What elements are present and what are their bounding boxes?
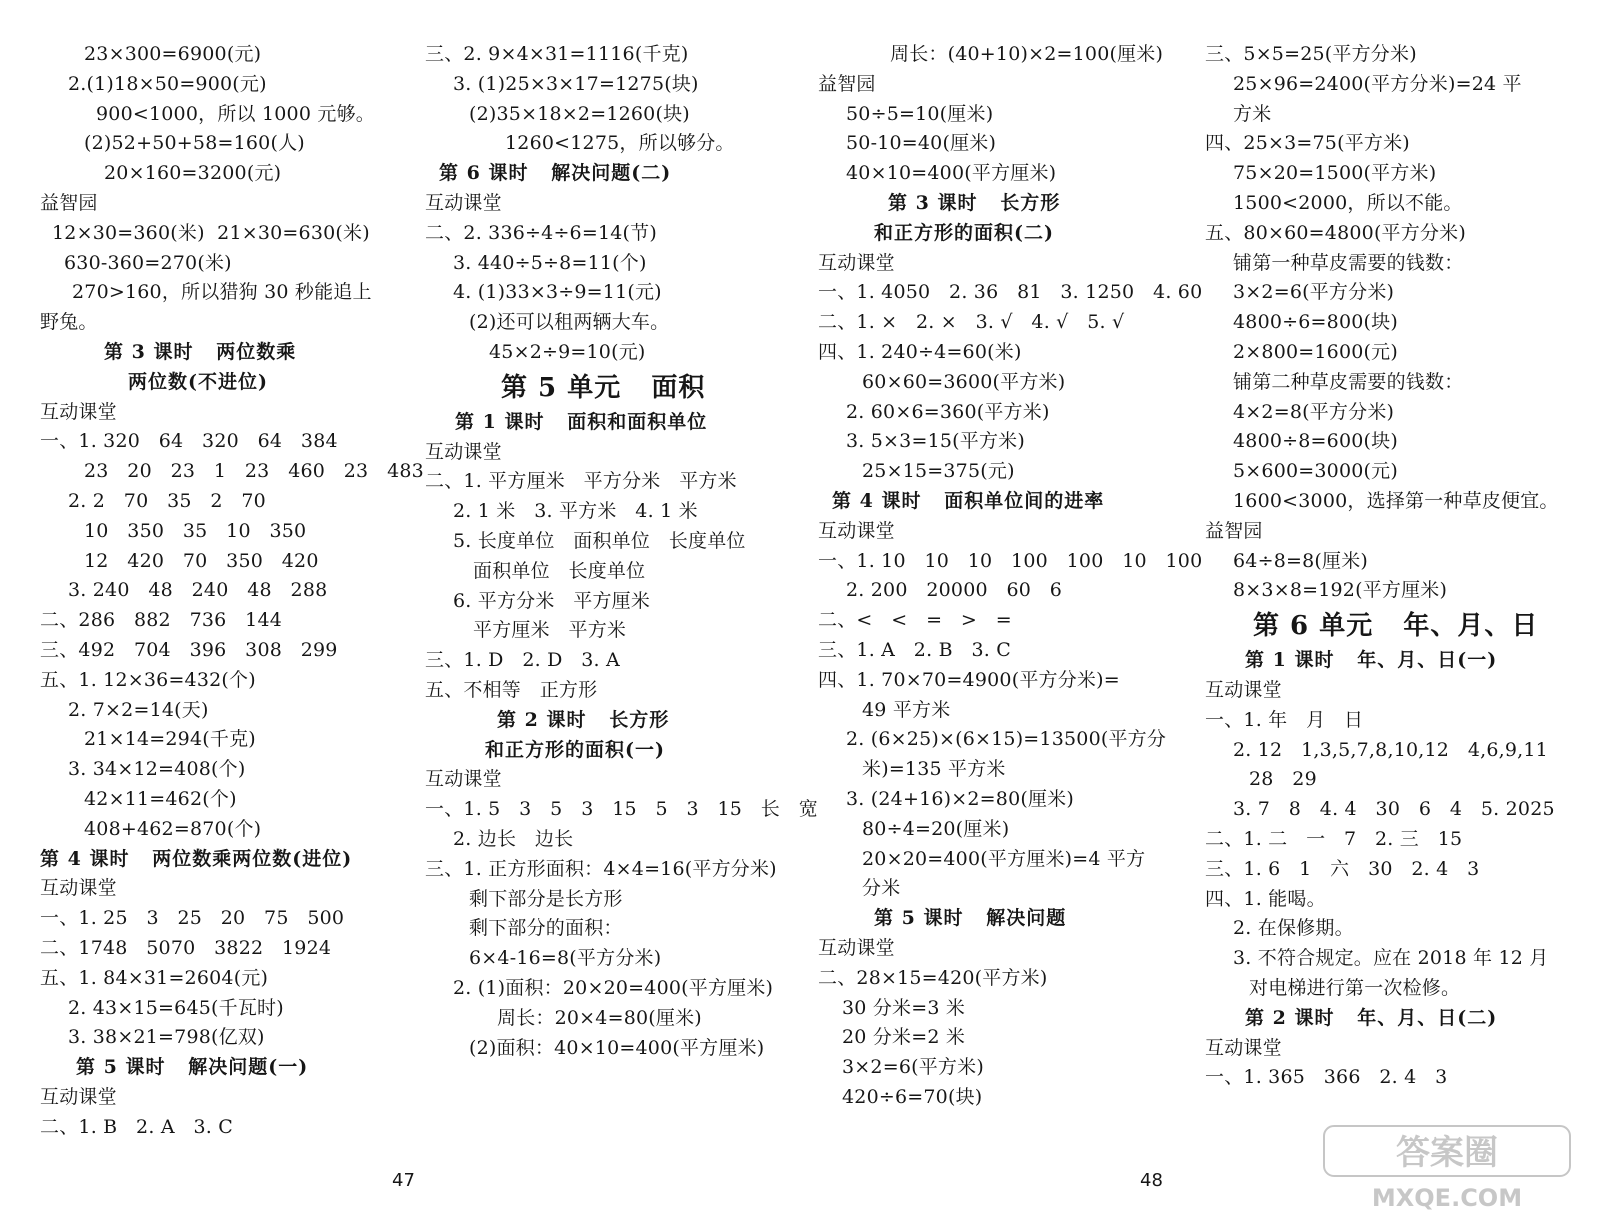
answer-line: (2)52+50+58=160(人) xyxy=(84,132,305,155)
answer-line: 12×30=360(米) 21×30=630(米) xyxy=(52,221,370,244)
answer-line: 2. (6×25)×(6×15)=13500(平方分 xyxy=(846,728,1167,751)
answer-line: 1500<2000，所以不能。 xyxy=(1233,191,1463,214)
lesson-heading: 两位数(不进位) xyxy=(128,370,268,393)
section-label: 互动课堂 xyxy=(425,768,502,791)
answer-line: 23 20 23 1 23 460 23 483 xyxy=(84,460,424,483)
answer-line: 4. (1)33×3÷9=11(元) xyxy=(453,281,662,304)
answer-line: 四、25×3=75(平方米) xyxy=(1205,132,1410,155)
answer-line: (2)还可以租两辆大车。 xyxy=(469,311,670,334)
lesson-heading: 第 5 课时 解决问题(一) xyxy=(76,1056,309,1079)
lesson-heading: 第 3 课时 两位数乘 xyxy=(104,340,297,363)
answer-line: 50-10=40(厘米) xyxy=(846,132,997,155)
answer-line: 2. 边长 边长 xyxy=(453,827,574,850)
answer-line: 米)=135 平方米 xyxy=(862,758,1006,781)
lesson-heading: 第 1 课时 面积和面积单位 xyxy=(455,410,708,433)
answer-line: 3. 7 8 4. 4 30 6 4 5. 2025 xyxy=(1233,798,1555,821)
answer-line: 周长：(40+10)×2=100(厘米) xyxy=(890,43,1164,65)
answer-line: 二、286 882 736 144 xyxy=(40,609,283,632)
lesson-heading: 第 6 课时 解决问题(二) xyxy=(439,162,672,185)
answer-line: 2. 2 70 35 2 70 xyxy=(68,489,266,512)
answer-line: 420÷6=70(块) xyxy=(842,1085,983,1108)
answer-line: 2. 43×15=645(千瓦时) xyxy=(68,996,284,1019)
answer-line: 5×600=3000(元) xyxy=(1233,460,1398,483)
answer-line: 4800÷8=600(块) xyxy=(1233,430,1398,453)
answer-line: 一、1. 5 3 5 3 15 5 3 15 长 宽 xyxy=(425,798,818,821)
answer-line: 20 分米=2 米 xyxy=(842,1026,966,1049)
answer-line: 三、1. 6 1 六 30 2. 4 3 xyxy=(1205,857,1480,880)
answer-line: 1600<3000，选择第一种草皮便宜。 xyxy=(1233,489,1559,512)
answer-line: (2)面积：40×10=400(平方厘米) xyxy=(469,1036,765,1059)
answer-line: 二、1748 5070 3822 1924 xyxy=(40,936,332,959)
answer-line: 二、28×15=420(平方米) xyxy=(818,966,1048,989)
answer-line: 一、1. 4050 2. 36 81 3. 1250 4. 60 xyxy=(818,281,1203,304)
section-label: 益智园 xyxy=(818,72,876,95)
answer-line: 3. 5×3=15(平方米) xyxy=(846,430,1025,453)
answer-line: 2×800=1600(元) xyxy=(1233,340,1398,363)
answer-line: 三、1. 正方形面积：4×4=16(平方分米) xyxy=(425,857,777,880)
lesson-heading: 第 4 课时 面积单位间的进率 xyxy=(832,489,1105,512)
answer-line: 分米 xyxy=(862,877,901,900)
answer-line: 五、80×60=4800(平方分米) xyxy=(1205,221,1466,244)
answer-line: 二、< < = > = xyxy=(818,609,1012,632)
answer-line: 四、1. 能喝。 xyxy=(1205,887,1326,910)
section-label: 互动课堂 xyxy=(40,877,117,900)
answer-line: 2. (1)面积：20×20=400(平方厘米) xyxy=(453,976,774,999)
answer-line: 铺第一种草皮需要的钱数： xyxy=(1233,251,1464,274)
section-label: 互动课堂 xyxy=(1205,1036,1282,1059)
answer-line: 二、1. B 2. A 3. C xyxy=(40,1115,233,1138)
answer-line: 一、1. 320 64 320 64 384 xyxy=(40,430,338,453)
answer-line: 25×15=375(元) xyxy=(862,460,1015,483)
answer-line: 3. 240 48 240 48 288 xyxy=(68,579,328,602)
answer-line: 二、1. 二 一 7 2. 三 15 xyxy=(1205,827,1463,850)
answer-line: 900<1000，所以 1000 元够。 xyxy=(96,102,375,125)
answer-line: 3. (24+16)×2=80(厘米) xyxy=(846,787,1074,810)
answer-line: 45×2÷9=10(元) xyxy=(489,340,646,363)
answer-line: 80÷4=20(厘米) xyxy=(862,817,1010,840)
answer-line: 3×2=6(平方分米) xyxy=(1233,281,1395,304)
answer-line: 4×2=8(平方分米) xyxy=(1233,400,1395,423)
section-label: 互动课堂 xyxy=(425,191,502,214)
answer-line: 75×20=1500(平方米) xyxy=(1233,162,1437,185)
page-number-left: 47 xyxy=(392,1170,415,1191)
answer-line: 野兔。 xyxy=(40,311,98,334)
answer-line: 2. 在保修期。 xyxy=(1233,917,1354,940)
answer-line: 一、1. 365 366 2. 4 3 xyxy=(1205,1066,1448,1089)
answer-line: 周长：20×4=80(厘米) xyxy=(497,1006,702,1029)
section-label: 互动课堂 xyxy=(818,519,895,542)
answer-line: 1260<1275，所以够分。 xyxy=(505,132,735,155)
section-label: 互动课堂 xyxy=(818,936,895,959)
answer-line: 6. 平方分米 平方厘米 xyxy=(453,589,651,612)
answer-line: 五、1. 12×36=432(个) xyxy=(40,668,256,691)
answer-line: 3. 不符合规定。应在 2018 年 12 月 xyxy=(1233,947,1549,970)
answer-line: 铺第二种草皮需要的钱数： xyxy=(1233,370,1464,393)
answer-line: 23×300=6900(元) xyxy=(84,43,262,65)
answer-line: 三、1. A 2. B 3. C xyxy=(818,638,1011,661)
answer-line: 10 350 35 10 350 xyxy=(84,519,307,542)
svg-text:MXQE.COM: MXQE.COM xyxy=(1371,1184,1523,1212)
column-1 xyxy=(40,40,424,1142)
section-label: 互动课堂 xyxy=(425,440,502,463)
unit-title: 第 5 单元 面积 xyxy=(501,372,706,403)
answer-line: 平方厘米 平方米 xyxy=(473,619,627,642)
svg-text:答案圈: 答案圈 xyxy=(1396,1133,1498,1173)
answer-line: 30 分米=3 米 xyxy=(842,996,966,1019)
answer-line: 四、1. 70×70=4900(平方分米)= xyxy=(818,668,1120,691)
answer-line: 49 平方米 xyxy=(862,698,951,721)
lesson-heading: 第 4 课时 两位数乘两位数(进位) xyxy=(40,847,353,870)
answer-line: 对电梯进行第一次检修。 xyxy=(1249,976,1461,999)
answer-line: 二、1. 平方厘米 平方分米 平方米 xyxy=(425,470,737,493)
lesson-heading: 第 2 课时 长方形 xyxy=(497,708,670,731)
section-label: 益智园 xyxy=(40,191,98,214)
answer-line: 2. 7×2=14(天) xyxy=(68,698,209,721)
lesson-heading: 和正方形的面积(一) xyxy=(485,738,665,761)
answer-line: 8×3×8=192(平方厘米) xyxy=(1233,579,1448,602)
section-label: 互动课堂 xyxy=(818,251,895,274)
answer-line: 40×10=400(平方厘米) xyxy=(846,162,1057,185)
answer-line: 三、2. 9×4×31=1116(千克) xyxy=(425,43,689,65)
answer-line: 4800÷6=800(块) xyxy=(1233,311,1398,334)
answer-line: 2. 200 20000 60 6 xyxy=(846,579,1063,602)
answer-line: 408+462=870(个) xyxy=(84,817,262,840)
answer-line: 五、不相等 正方形 xyxy=(425,678,598,701)
answer-line: 21×14=294(千克) xyxy=(84,728,256,751)
answer-line: 三、492 704 396 308 299 xyxy=(40,638,338,661)
page-number-right: 48 xyxy=(1140,1170,1163,1191)
answer-line: 一、1. 年 月 日 xyxy=(1205,708,1364,731)
answer-line: 3. 34×12=408(个) xyxy=(68,758,246,781)
answer-line: 2.(1)18×50=900(元) xyxy=(68,72,267,95)
answer-line: 20×20=400(平方厘米)=4 平方 xyxy=(862,847,1146,870)
answer-line: 20×160=3200(元) xyxy=(104,162,282,185)
watermark-logo xyxy=(1322,1122,1572,1212)
answer-line: (2)35×18×2=1260(块) xyxy=(469,102,690,125)
answer-line: 一、1. 10 10 10 100 100 10 100 xyxy=(818,549,1203,572)
section-label: 互动课堂 xyxy=(40,400,117,423)
answer-line: 3. 440÷5÷8=11(个) xyxy=(453,251,647,274)
answer-line: 面积单位 长度单位 xyxy=(473,559,646,582)
answer-line: 剩下部分是长方形 xyxy=(469,887,623,910)
lesson-heading: 第 1 课时 年、月、日(一) xyxy=(1245,649,1498,672)
section-label: 益智园 xyxy=(1205,519,1263,542)
answer-line: 2. 60×6=360(平方米) xyxy=(846,400,1050,423)
answer-line: 3×2=6(平方米) xyxy=(842,1056,984,1079)
answer-line: 3. 38×21=798(亿双) xyxy=(68,1026,265,1049)
answer-line: 6×4-16=8(平方分米) xyxy=(469,947,662,970)
lesson-heading: 第 5 课时 解决问题 xyxy=(874,907,1067,930)
answer-line: 二、2. 336÷4÷6=14(节) xyxy=(425,221,657,244)
answer-line: 二、1. × 2. × 3. √ 4. √ 5. √ xyxy=(818,311,1125,334)
answer-line: 5. 长度单位 面积单位 长度单位 xyxy=(453,529,746,552)
column-4 xyxy=(1205,40,1585,1093)
answer-line: 2. 1 米 3. 平方米 4. 1 米 xyxy=(453,500,698,523)
answer-line: 四、1. 240÷4=60(米) xyxy=(818,340,1022,363)
answer-line: 50÷5=10(厘米) xyxy=(846,102,994,125)
answer-line: 630-360=270(米) xyxy=(64,251,232,274)
answer-line: 64÷8=8(厘米) xyxy=(1233,549,1369,572)
answer-line: 270>160，所以猎狗 30 秒能追上 xyxy=(72,281,372,304)
unit-title: 第 6 单元 年、月、日 xyxy=(1253,611,1539,642)
answer-line: 28 29 xyxy=(1249,768,1317,791)
answer-line: 三、1. D 2. D 3. A xyxy=(425,649,620,672)
lesson-heading: 第 3 课时 长方形 xyxy=(888,191,1061,214)
answer-line: 2. 12 1,3,5,7,8,10,12 4,6,9,11 xyxy=(1233,738,1548,761)
lesson-heading: 第 2 课时 年、月、日(二) xyxy=(1245,1006,1498,1029)
answer-line: 剩下部分的面积： xyxy=(469,917,623,940)
answer-line: 42×11=462(个) xyxy=(84,787,237,810)
column-3 xyxy=(818,40,1203,1113)
answer-line: 三、5×5=25(平方分米) xyxy=(1205,43,1417,65)
lesson-heading: 和正方形的面积(二) xyxy=(874,221,1054,244)
section-label: 互动课堂 xyxy=(1205,678,1282,701)
answer-line: 25×96=2400(平方分米)=24 平 xyxy=(1233,72,1522,95)
answer-line: 3. (1)25×3×17=1275(块) xyxy=(453,72,699,95)
section-label: 互动课堂 xyxy=(40,1085,117,1108)
answer-line: 一、1. 25 3 25 20 75 500 xyxy=(40,907,345,930)
answer-line: 五、1. 84×31=2604(元) xyxy=(40,966,269,989)
column-2 xyxy=(425,40,818,1063)
answer-line: 12 420 70 350 420 xyxy=(84,549,319,572)
answer-line: 60×60=3600(平方米) xyxy=(862,370,1066,393)
answer-line: 方米 xyxy=(1233,102,1272,125)
